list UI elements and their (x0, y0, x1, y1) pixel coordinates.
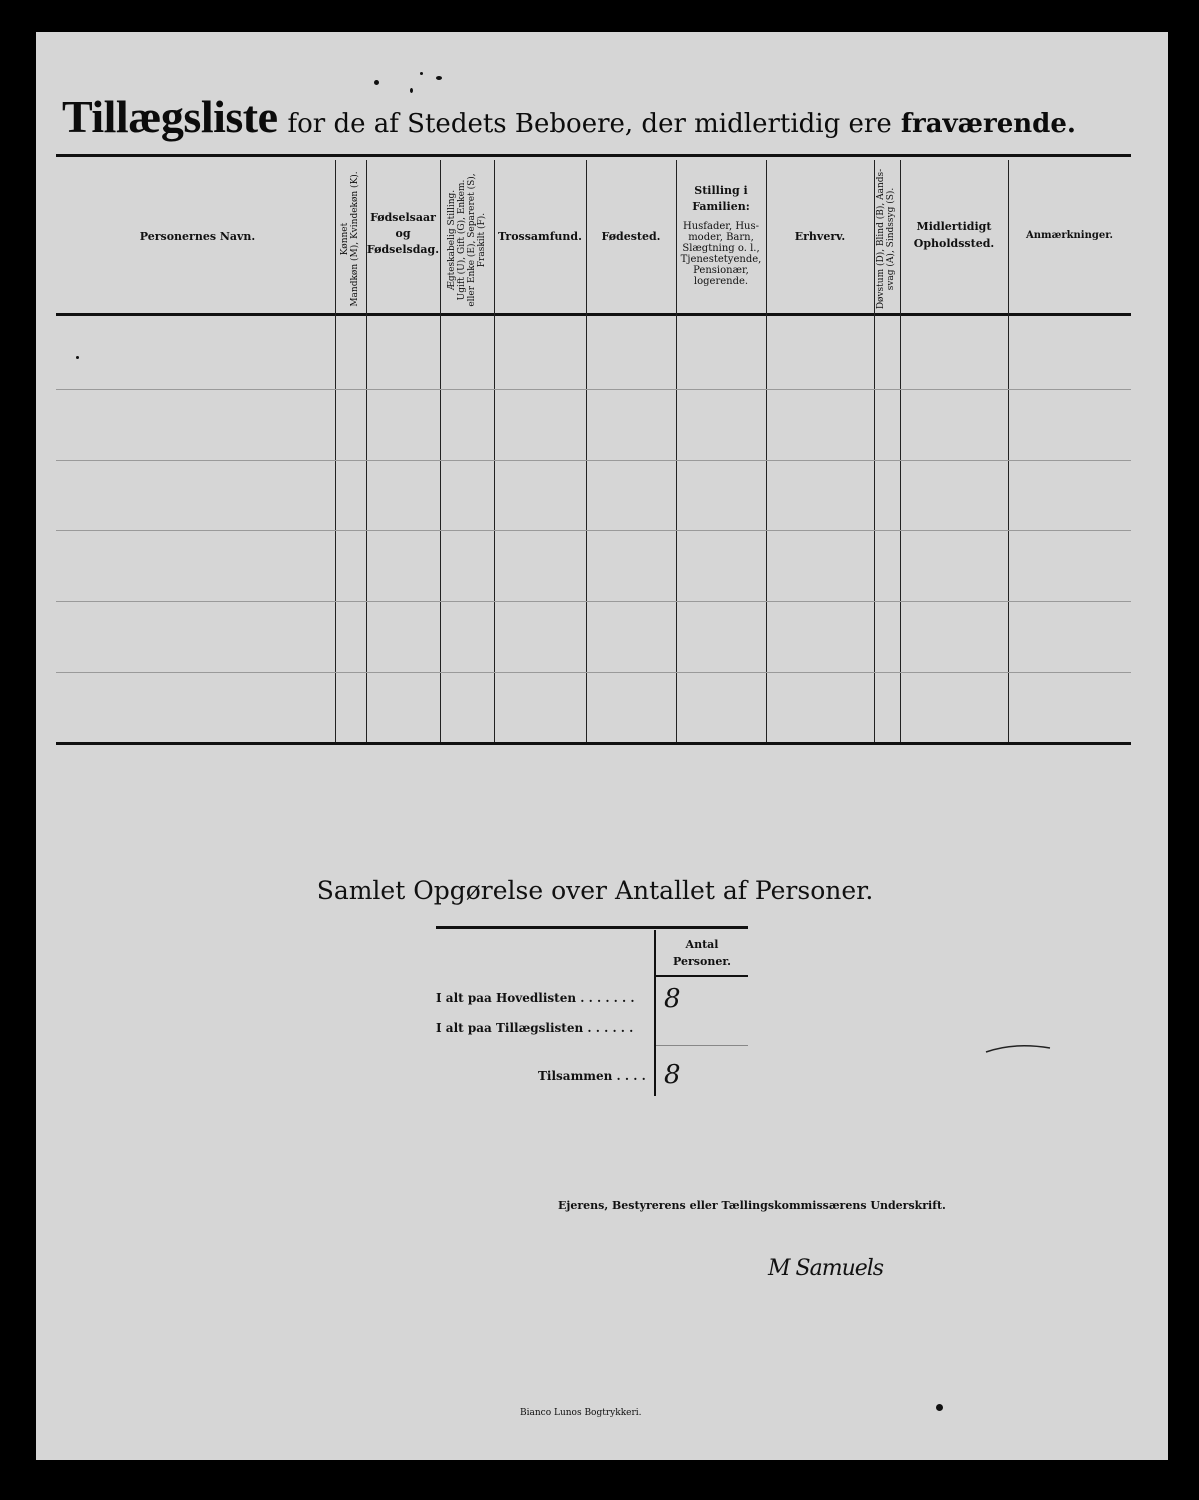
column-header-occupation: Erhverv. (794, 230, 846, 243)
summary-row-total-value: 8 (664, 1060, 681, 1090)
table-bottom-rule (56, 742, 1131, 745)
summary-row-rule (656, 1045, 748, 1046)
summary-top-rule (436, 926, 748, 929)
form-title (62, 90, 1142, 143)
column-header-birthplace: Fødested. (601, 230, 661, 243)
table-row-rule (56, 601, 1131, 602)
summary-column-header: Antal Personer. (673, 938, 731, 968)
title-subtitle: for de af Stedets Beboere, der midlertidig ere (287, 109, 892, 139)
column-divider (874, 160, 875, 742)
table-row-rule (56, 672, 1131, 673)
column-divider (494, 160, 495, 742)
column-header-names: Personernes Navn. (139, 230, 256, 243)
column-header-religion: Trossamfund. (498, 230, 582, 243)
column-divider (335, 160, 336, 742)
ink-speck (436, 76, 442, 80)
ink-speck (420, 72, 423, 75)
column-divider (766, 160, 767, 742)
column-header-temp-residence: Midlertidigt Opholdssted. (913, 220, 995, 250)
title-main: Tillægsliste (62, 91, 278, 142)
summary-row-main-value: 8 (664, 984, 681, 1014)
table-row-rule (56, 530, 1131, 531)
summary-title: Samlet Opgørelse over Antallet af Personer. (316, 876, 874, 905)
ink-speck (936, 1404, 943, 1411)
column-header-family-title: Stilling i Familien: (692, 184, 750, 213)
summary-header-rule (656, 975, 748, 977)
title-emphasis: fraværende. (900, 109, 1076, 139)
ink-speck (374, 80, 379, 85)
column-header-disability: Døvstum (D), Blind (B), Aands- svag (A), Sindssyg (S). (876, 168, 896, 310)
table-row-rule (56, 460, 1131, 461)
column-divider (440, 160, 441, 742)
column-header-gender: Kønnet Mandkøn (M), Kvindekøn (K). (340, 171, 360, 307)
signature-label: Ejerens, Bestyrerens eller Tællingskommissærens Underskrift. (558, 1199, 946, 1212)
table-header-rule (56, 313, 1131, 316)
table-row-rule (56, 389, 1131, 390)
column-divider (586, 160, 587, 742)
ink-speck (76, 356, 79, 359)
column-header-birth: Fødselsaar og Fødselsdag. (366, 211, 440, 256)
column-header-marital: Ægteskabelig Stilling. Ugift (U), Gift (G), Enkem. eller Enke (E), Separeret (S), Fraskilt (F). (447, 173, 487, 307)
printer-name: Bianco Lunos Bogtrykkeri. (520, 1408, 642, 1418)
column-header-family-detail: Husfader, Hus- moder, Barn, Slægtning o. l., Tjenestetyende, Pensionær, logerende. (680, 221, 762, 287)
pen-stroke (984, 1040, 1054, 1056)
signature-handwritten: M Samuels (768, 1256, 884, 1281)
column-header-remarks: Anmærkninger. (1025, 230, 1114, 241)
summary-row-supp-label: I alt paa Tillægslisten . . . . . . (436, 1021, 634, 1035)
table-top-rule (56, 154, 1131, 157)
summary-row-main-label: I alt paa Hovedlisten . . . . . . . (436, 991, 635, 1005)
summary-row-total-label: Tilsammen . . . . (538, 1069, 646, 1083)
column-divider (1008, 160, 1009, 742)
